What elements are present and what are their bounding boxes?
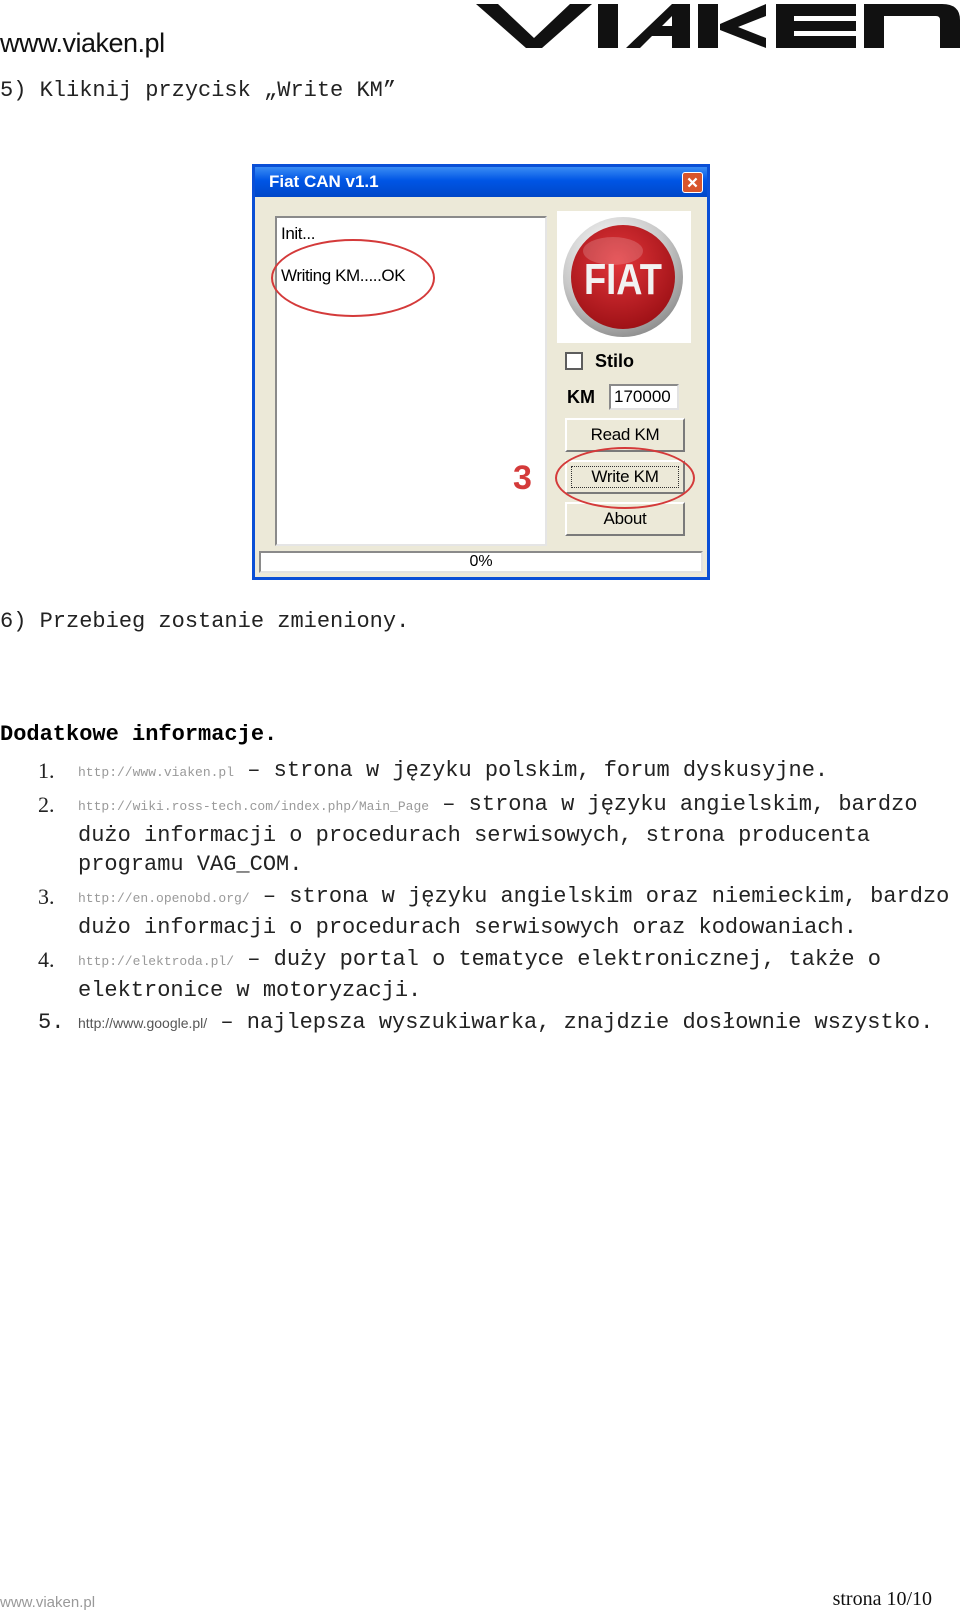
- link-elektroda[interactable]: http://elektroda.pl/: [78, 954, 235, 969]
- fiat-can-dialog: [252, 164, 710, 580]
- header-site-url: www.viaken.pl: [0, 28, 165, 58]
- km-label: KM: [567, 386, 595, 407]
- link-ross-tech[interactable]: http://wiki.ross-tech.com/index.php/Main_Page: [78, 799, 430, 814]
- annotation-ellipse-log: [271, 239, 435, 317]
- log-line-init: Init...: [281, 224, 316, 243]
- list-item-text: – strona w języku angielskim oraz niemieckim, bardzo dużo informacji o procedurach serwisowych oraz kodowaniach.: [78, 884, 950, 940]
- link-google[interactable]: http://www.google.pl/: [78, 1015, 208, 1031]
- fiat-badge-icon: [561, 215, 685, 339]
- footer-site-url: www.viaken.pl: [0, 1594, 96, 1611]
- additional-info-heading: Dodatkowe informacje.: [0, 722, 278, 747]
- write-km-label: Write KM: [591, 467, 659, 486]
- links-list: [0, 756, 960, 1041]
- logo-letter-v: [476, 4, 592, 48]
- list-number: 2.: [38, 792, 55, 817]
- list-item-text: – strona w języku polskim, forum dyskusyjne.: [234, 758, 829, 783]
- list-number: 1.: [38, 758, 55, 783]
- list-item: [0, 882, 960, 942]
- close-icon[interactable]: [682, 172, 703, 193]
- logo-letter-n: [864, 4, 960, 48]
- link-viaken[interactable]: http://www.viaken.pl: [78, 765, 235, 780]
- list-number: 4.: [38, 947, 55, 972]
- logo-panel: [557, 211, 691, 343]
- dialog-titlebar: [255, 167, 707, 197]
- list-item-text: – najlepsza wyszukiwarka, znajdzie dosłownie wszystko.: [207, 1010, 934, 1035]
- list-item-text: – strona w języku angielskim, bardzo dużo informacji o procedurach serwisowych, strona producenta programu VAG_COM.: [78, 792, 918, 877]
- stilo-checkbox-row[interactable]: [565, 349, 634, 373]
- list-number: 3.: [38, 884, 55, 909]
- list-item-text: – duży portal o tematyce elektronicznej, także o elektronice w motoryzacji.: [78, 947, 881, 1003]
- footer-page-number: strona 10/10: [832, 1588, 932, 1610]
- log-line-writing: Writing KM.....OK: [281, 266, 406, 285]
- annotation-ellipse-write: [555, 447, 695, 509]
- annotation-number: 3: [513, 459, 532, 497]
- logo-letter-a: [626, 4, 690, 48]
- dialog-title: Fiat CAN v1.1: [269, 172, 379, 191]
- about-label: About: [603, 509, 647, 528]
- list-number: 5.: [38, 1010, 65, 1035]
- km-input[interactable]: 170000: [609, 384, 679, 410]
- logo-letter-k: [698, 4, 718, 48]
- viaken-logo: [476, 0, 960, 52]
- fiat-badge-text: FIAT: [584, 255, 663, 304]
- progress-bar: [259, 551, 703, 573]
- list-item: [0, 790, 960, 879]
- read-km-label: Read KM: [590, 425, 660, 444]
- logo-letter-i: [598, 4, 618, 48]
- list-item: [0, 945, 960, 1005]
- step-5-text: 5) Kliknij przycisk „Write KM”: [0, 78, 397, 103]
- stilo-label: Stilo: [595, 350, 634, 371]
- stilo-checkbox[interactable]: [565, 352, 583, 370]
- logo-letter-e: [776, 4, 856, 48]
- list-item: [0, 1008, 960, 1038]
- link-openobd[interactable]: http://en.openobd.org/: [78, 891, 250, 906]
- step-6-text: 6) Przebieg zostanie zmieniony.: [0, 609, 410, 634]
- progress-text: 0%: [469, 553, 493, 570]
- km-row: [567, 383, 679, 411]
- list-item: [0, 756, 960, 787]
